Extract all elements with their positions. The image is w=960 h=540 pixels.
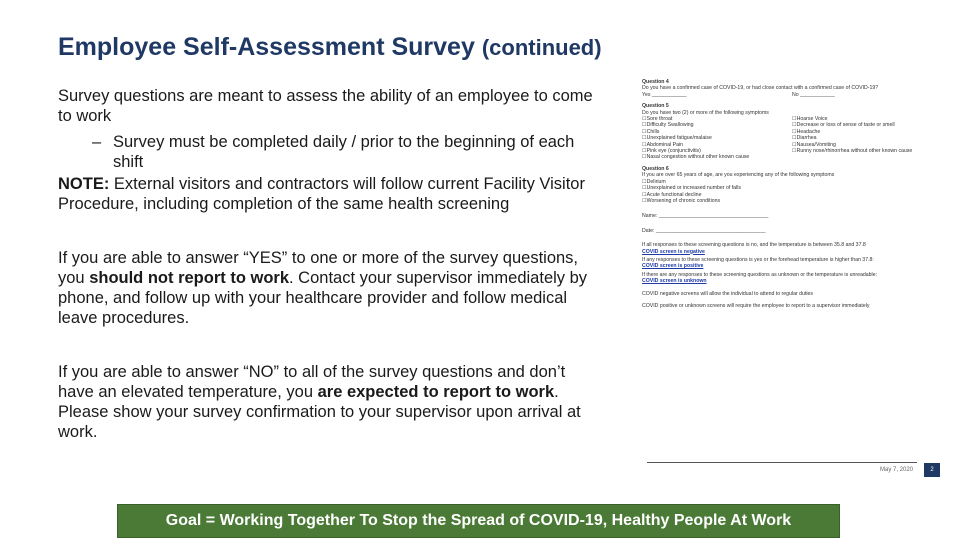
title-main: Employee Self-Assessment Survey [58, 33, 475, 61]
symptom-item: ☐ Unexplained fatigue/malaise [642, 135, 792, 141]
note-label: NOTE: [58, 175, 110, 193]
symptom-item: ☐ Difficulty Swallowing [642, 122, 792, 128]
body-text [58, 86, 603, 442]
yes-text-post: . Contact your supervisor immediately by phone, and follow up with your healthcare provider and follow medical leave procedures. [58, 269, 588, 327]
symptom-item: ☐ Abdominal Pain [642, 142, 792, 148]
yes-text-pre: If you are able to answer “YES” to one or more of the survey questions, you [58, 249, 579, 287]
footer-date: May 7, 2020 [880, 467, 914, 473]
q6-item: ☐ Unexplained or increased number of falls [642, 185, 942, 191]
q4-no: No [792, 91, 799, 98]
unknown-rule [642, 272, 942, 285]
symptom-item: ☐ Runny nose/rhinorrhea without other known cause [792, 148, 942, 154]
symptom-item: ☐ Sore throat [642, 116, 792, 122]
symptom-item: ☐ Nasal congestion without other known cause [642, 154, 792, 160]
date-field: Date: ______________________________________ [642, 227, 766, 234]
symptom-item: ☐ Pink eye (conjunctivitis) [642, 148, 792, 154]
symptom-item: ☐ Nausea/Vomiting [792, 142, 942, 148]
q5-title: Question 5 [642, 103, 669, 110]
unknown-text: If there are any responses to these screening questions as unknown or the temperature is unreadable: [642, 271, 878, 278]
symptom-item: ☐ Hoarse Voice [792, 116, 942, 122]
negative-result: COVID screen is negative [642, 248, 705, 255]
sub-bullet-text: Survey must be completed daily / prior to the beginning of each shift [113, 133, 575, 171]
q4-title: Question 4 [642, 79, 669, 85]
title-suffix: (continued) [481, 35, 602, 60]
page-title [58, 33, 602, 62]
positive-rule [642, 257, 942, 270]
goal-banner: Goal = Working Together To Stop the Spread of COVID-19, Healthy People At Work [117, 504, 840, 538]
yes-paragraph [58, 248, 603, 328]
no-text-post: . Please show your survey confirmation to your supervisor upon arrival at work. [58, 383, 581, 441]
name-field: Name: ______________________________________ [642, 213, 769, 220]
negative-rule [642, 242, 942, 255]
intro-paragraph: Survey questions are meant to assess the ability of an employee to come to work [58, 87, 593, 125]
page-number: 2 [924, 463, 940, 477]
unknown-result: COVID screen is unknown [642, 278, 707, 285]
symptom-item: ☐ Chills [642, 129, 792, 135]
negative-instruction: COVID negative screens will allow the individual to attend to regular duties [642, 290, 813, 297]
negative-text: If all responses to these screening questions is no, and the temperature is between 35.8 and 37.8 [642, 242, 866, 249]
q4-text: Do you have a confirmed case of COVID-19, or had close contact with a confirmed case of COVID-19? [642, 85, 879, 92]
symptom-item: ☐ Diarrhea [792, 135, 942, 141]
no-paragraph [58, 362, 603, 442]
footer-divider [647, 462, 917, 463]
name-label: Name: [642, 213, 658, 220]
note-paragraph [58, 174, 603, 214]
q6-item: ☐ Delirium [642, 179, 942, 185]
q4-answers: Yes ____________ No ____________ [642, 91, 835, 98]
note-text: External visitors and contractors will follow current Facility Visitor Procedure, including completion of the same health screening [58, 175, 585, 213]
q6-text: If you are over 65 years of age, are you experiencing any of the following symptoms [642, 172, 835, 179]
no-text-pre: If you are able to answer “NO” to all of the survey questions and don’t have an elevated temperature, you [58, 363, 566, 401]
sub-bullet [58, 132, 603, 172]
positive-text: If any responses to these screening questions is yes or the forehead temperature is higher than 37.8: [642, 256, 874, 263]
positive-result: COVID screen is positive [642, 263, 704, 270]
q6-item: ☐ Acute functional decline [642, 192, 942, 198]
positive-instruction: COVID positive or unknown screens will require the employee to report to a supervisor immediately [642, 302, 870, 309]
date-label: Date: [642, 227, 655, 234]
q6-title: Question 6 [642, 165, 669, 172]
no-text-bold: are expected to report to work [317, 383, 555, 401]
q5-text: Do you have two (2) or more of the following symptoms [642, 109, 769, 116]
symptom-item: ☐ Decrease or loss of sense of taste or smell [792, 122, 942, 128]
symptom-item: ☐ Headache [792, 129, 942, 135]
dash-bullet: – [92, 133, 102, 151]
q4-yes: Yes [642, 91, 651, 98]
survey-form-image [642, 74, 942, 484]
q6-item: ☐ Worsening of chronic conditions [642, 198, 942, 204]
q5-symptoms [642, 116, 942, 161]
yes-text-bold: should not report to work [89, 269, 290, 287]
